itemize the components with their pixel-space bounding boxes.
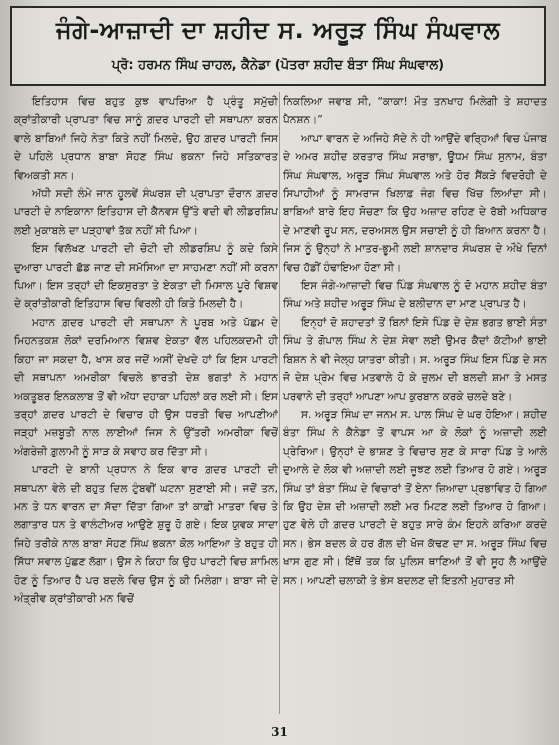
paragraph: ਇਨ੍ਹਾਂ ਦੋ ਸ਼ਹਾਦਤਾਂ ਤੋਂ ਬਿਨਾਂ ਇਸੇ ਪਿੰਡ ਦੇ ਦੇਸ਼ ਭਗਤ ਭਾਈ ਸੰਤਾ ਸਿੰਘ ਤੇ ਗੋਪਾਲ ਸਿੰਘ ਨੇ ਦੇਸ਼ ਸੇਵਾ ਲਈ ਉਮਰ ਕੈਦਾਂ ਕੱਟੀਆਂ ਭਾਈ ਬਿਸ਼ਨ ਨੇ ਵੀ ਜੇਲ੍ਹ ਯਾਤਰਾ ਕੀਤੀ। ਸ. ਅਰੂੜ ਸਿੰਘ ਇਸ ਪਿੰਡ ਦੇ ਸਨ ਜੋ ਦੇਸ਼ ਪ੍ਰੇਮ ਵਿਚ ਮਤਵਾਲੇ ਹੋ ਕੇ ਜ਼ੁਲਮ ਦੀ ਬਲਦੀ ਸ਼ਮਾ ਤੇ ਮਸਤ ਪਰਵਾਨੇ ਦੀ ਤਰ੍ਹਾਂ ਆਪਣਾ ਆਪ ਕੁਰਬਾਨ ਕਰਕੇ ਚਲਦੇ ਬਣੇ।: [283, 316, 547, 403]
article-title: ਜੰਗੇ-ਆਜ਼ਾਦੀ ਦਾ ਸ਼ਹੀਦ ਸ. ਅਰੂੜ ਸਿੰਘ ਸੰਘਵਾਲ: [55, 16, 501, 44]
paragraph: ਅੱਧੀ ਸਦੀ ਲੰਮੇ ਜਾਨ ਹੂਲਵੇਂ ਸੰਘਰਸ਼ ਦੀ ਪ੍ਰਾਪਤਾ ਦੌਰਾਨ ਗ਼ਦਰ ਪਾਰਟੀ ਦੇ ਨਾਇਕਾਨਾ ਇਤਿਹਾਸ ਦੀ ਕੈਨਵਸ ਉੱਤੇ ਵਦੀ ਵੀ ਲੀਡਰਸ਼ਿਪ ਲਈ ਮੁਕਾਬਲੇ ਦਾ ਪੜ੍ਹਾਵਾਂ ਤੱਕ ਨਹੀਂ ਸੀ ਪਿਆ।: [14, 188, 278, 237]
paragraph: ਇਸ ਜੰਗੇ-ਆਜ਼ਾਦੀ ਵਿਚ ਪਿੰਡ ਸੰਘਵਾਲ ਨੂੰ ਦੋ ਮਹਾਨ ਸ਼ਹੀਦ ਬੰਤਾ ਸਿੰਘ ਅਤੇ ਸ਼ਹੀਦ ਅਰੂੜ ਸਿੰਘ ਦੇ ਬਲੀਦਾਨ ਦਾ ਮਾਣ ਪ੍ਰਾਪਤ ਹੈ।: [283, 280, 547, 311]
right-column: [283, 93, 547, 715]
paragraph: ਮਹਾਨ ਗ਼ਦਰ ਪਾਰਟੀ ਦੀ ਸਥਾਪਨਾ ਨੇ ਪੂਰਬ ਅਤੇ ਪੱਛਮ ਦੇ ਮਿਹਨਤਕਸ਼ ਲੋਕਾਂ ਦਰਮਿਆਨ ਵਿਸ਼ਵ ਏਕਤਾ ਵੱਲ ਪਹਿਲਕਦਮੀ ਹੀ ਕਿਹਾ ਜਾ ਸਕਦਾ ਹੈ, ਖਾਸ ਕਰ ਜਦੋਂ ਅਸੀਂ ਦੇਖਦੇ ਹਾਂ ਕਿ ਇਸ ਪਾਰਟੀ ਦੀ ਸਥਾਪਨਾ ਅਮਰੀਕਾ ਵਿਚਲੇ ਭਾਰਤੀ ਦੇਸ਼ ਭਗਤਾਂ ਨੇ ਮਹਾਨ ਅਕਤੂਬਰ ਇਨਕਲਾਬ ਤੋਂ ਵੀ ਅੱਧਾ ਦਹਾਕਾ ਪਹਿਲਾਂ ਕਰ ਲਈ ਸੀ। ਇਸ ਤਰ੍ਹਾਂ ਗ਼ਦਰ ਪਾਰਟੀ ਦੇ ਵਿਚਾਰ ਹੀ ਉਸ ਧਰਤੀ ਵਿਚ ਆਪਣੀਆਂ ਜੜ੍ਹਾਂ ਮਜ਼ਬੂਤੀ ਨਾਲ ਲਾਈਆਂ ਜਿਸ ਨੇ ਉੱਤਰੀ ਅਮਰੀਕਾ ਵਿਚੋਂ ਅੰਗਰੇਜ਼ੀ ਗ਼ੁਲਾਮੀ ਨੂੰ ਸਾੜ ਕੇ ਸਵਾਹ ਕਰ ਦਿੱਤਾ ਸੀ।: [14, 316, 278, 458]
paragraph: ਇਸ ਵਿਲੱਖਣ ਪਾਰਟੀ ਦੀ ਚੋਟੀ ਦੀ ਲੀਡਰਸ਼ਿਪ ਨੂੰ ਕਦੇ ਕਿਸੇ ਦੁਆਰਾ ਪਾਰਟੀ ਛੱਡ ਜਾਣ ਦੀ ਸਮੱਸਿਆ ਦਾ ਸਾਹਮਣਾ ਨਹੀਂ ਸੀ ਕਰਨਾ ਪਿਆ। ਇਸ ਤਰ੍ਹਾਂ ਦੀ ਇਕਸੁਰਤਾ ਤੇ ਏਕਤਾ ਦੀ ਮਿਸਾਲ ਪੂਰੇ ਵਿਸ਼ਵ ਦੇ ਕ੍ਰਾਂਤੀਕਾਰੀ ਇਤਿਹਾਸ ਵਿਚ ਵਿਰਲੀ ਹੀ ਕਿਤੇ ਮਿਲਦੀ ਹੈ।: [14, 243, 278, 311]
column-divider: [279, 92, 280, 714]
paragraph: ਨਿਕਲਿਆ ਜਵਾਬ ਸੀ, “ਕਾਕਾ! ਮੌਤ ਤਨਖਾਹ ਮਿਲੇਗੀ ਤੇ ਸ਼ਹਾਦਤ ਪੈਨਸ਼ਨ।”: [283, 96, 547, 127]
paragraph: ਇਤਿਹਾਸ ਵਿਚ ਬਹੁਤ ਕੁਝ ਵਾਪਰਿਆ ਹੈ ਪ੍ਰੰਤੂ ਸਮੁੱਚੀ ਕ੍ਰਾਂਤੀਕਾਰੀ ਪ੍ਰਾਪਤਾ ਵਿਚ ਸਾਨੂੰ ਗ਼ਦਰ ਪਾਰਟੀ ਦੀ ਸਥਾਪਨਾ ਕਰਨ ਵਾਲੇ ਬਾਬਿਆਂ ਜਿਹੇ ਨੇਤਾ ਕਿਤੇ ਨਹੀਂ ਮਿਲਦੇ, ਉਹ ਗ਼ਦਰ ਪਾਰਟੀ ਜਿਸ ਦੇ ਪਹਿਲੇ ਪ੍ਰਧਾਨ ਬਾਬਾ ਸੋਹਣ ਸਿੰਘ ਭਕਨਾ ਜਿਹੇ ਸਤਿਕਾਰਤ ਵਿਅਕਤੀ ਸਨ।: [14, 96, 278, 182]
left-column: [14, 93, 278, 715]
article-byline: ਪ੍ਰੋ: ਹਰਮਨ ਸਿੰਘ ਚਾਹਲ, ਕੈਨੇਡਾ (ਪੋਤਰਾ ਸ਼ਹੀਦ ਬੰਤਾ ਸਿੰਘ ਸੰਘਵਾਲ): [111, 58, 445, 73]
title-box: [10, 6, 546, 86]
paragraph: ਪਾਰਟੀ ਦੇ ਬਾਨੀ ਪ੍ਰਧਾਨ ਨੇ ਇਕ ਵਾਰ ਗ਼ਦਰ ਪਾਰਟੀ ਦੀ ਸਥਾਪਨਾ ਵੇਲੇ ਦੀ ਬਹੁਤ ਦਿਲ ਟੁੰਬਵੀਂ ਘਟਨਾ ਸੁਣਾਈ ਸੀ। ਜਦੋਂ ਤਨ, ਮਨ ਤੇ ਧਨ ਵਾਰਨ ਦਾ ਸੱਦਾ ਦਿੱਤਾ ਗਿਆ ਤਾਂ ਕਾਫ਼ੀ ਮਾਤਰਾ ਵਿਚ ਤੇ ਲਗਾਤਾਰ ਧਨ ਤੇ ਵਾਲੰਟੀਅਰ ਆਉਣੇ ਸ਼ੁਰੂ ਹੋ ਗਏ। ਇਕ ਯੁਵਕ ਸਾਦਾ ਜਿਹੇ ਤਰੀਕੇ ਨਾਲ ਬਾਬਾ ਸੋਹਣ ਸਿੰਘ ਭਕਨਾ ਕੋਲ ਆਇਆ ਤੇ ਬਹੁਤ ਹੀ ਸਿੱਧਾ ਸਵਾਲ ਪੁੱਛਣ ਲੱਗਾ। ਉਸ ਨੇ ਕਿਹਾ ਕਿ ਉਹ ਪਾਰਟੀ ਵਿਚ ਸ਼ਾਮਿਲ ਹੋਣ ਨੂੰ ਤਿਆਰ ਹੈ ਪਰ ਬਦਲੇ ਵਿਚ ਉਸ ਨੂੰ ਕੀ ਮਿਲੇਗਾ। ਬਾਬਾ ਜੀ ਦੇ ਅੰਤ੍ਰੀਵ ਕ੍ਰਾਂਤੀਕਾਰੀ ਮਨ ਵਿਚੋਂ: [14, 464, 278, 605]
page-number: 31: [271, 725, 288, 739]
paragraph: ਸ. ਅਰੂੜ ਸਿੰਘ ਦਾ ਜਨਮ ਸ. ਪਾਲ ਸਿੰਘ ਦੇ ਘਰ ਹੋਇਆ। ਸ਼ਹੀਦ ਬੰਤਾ ਸਿੰਘ ਨੇ ਕੈਨੇਡਾ ਤੋਂ ਵਾਪਸ ਆ ਕੇ ਲੋਕਾਂ ਨੂੰ ਅਜ਼ਾਦੀ ਲਈ ਪ੍ਰੇਰਿਆ। ਉਨ੍ਹਾਂ ਦੇ ਭਾਸ਼ਣ ਤੇ ਵਿਚਾਰ ਸੁਣ ਕੇ ਸਾਰਾ ਪਿੰਡ ਤੇ ਆਲੇ ਦੁਆਲੇ ਦੇ ਲੋਕ ਵੀ ਅਜ਼ਾਦੀ ਲਈ ਜੂਝਣ ਲਈ ਤਿਆਰ ਹੋ ਗਏ। ਅਰੂੜ ਸਿੰਘ ਤਾਂ ਬੰਤਾ ਸਿੰਘ ਦੇ ਵਿਚਾਰਾਂ ਤੋਂ ਏਨਾ ਜ਼ਿਆਦਾ ਪ੍ਰਭਾਵਿਤ ਹੋ ਗਿਆ ਕਿ ਉਹ ਦੇਸ਼ ਦੀ ਅਜ਼ਾਦੀ ਲਈ ਮਰ ਮਿਟਣ ਲਈ ਤਿਆਰ ਹੋ ਗਿਆ। ਹੁਣ ਵੇਲੇ ਹੀ ਗ਼ਦਰ ਪਾਰਟੀ ਦੇ ਬਹੁਤ ਸਾਰੇ ਕੰਮ ਇਹਨੇ ਕਰਿਆ ਕਰਦੇ ਸਨ। ਭੇਸ ਬਦਲ ਕੇ ਹਰ ਗੱਲ ਦੀ ਖੋਜ ਕੱਢਣ ਦਾ ਸ. ਅਰੂੜ ਸਿੰਘ ਵਿਚ ਖਾਸ ਗੁਣ ਸੀ। ਇੱਥੋਂ ਤਕ ਕਿ ਪੁਲਿਸ ਥਾਣਿਆਂ ਤੋਂ ਵੀ ਸੂਹ ਲੈ ਆਉਂਦੇ ਸਨ। ਆਪਣੀ ਚਲਾਕੀ ਤੇ ਭੇਸ ਬਦਲਣ ਦੀ ਇਤਨੀ ਮੁਹਾਰਤ ਸੀ: [283, 408, 547, 587]
paragraph: ਆਪਾ ਵਾਰਨ ਦੇ ਅਜਿਹੇ ਸੱਦੇ ਨੇ ਹੀ ਆਉਂਦੇ ਵਰ੍ਹਿਆਂ ਵਿਚ ਪੰਜਾਬ ਦੇ ਅਮਰ ਸ਼ਹੀਦ ਕਰਤਾਰ ਸਿੰਘ ਸਰਾਭਾ, ਊਧਮ ਸਿੰਘ ਸੁਨਾਮ, ਬੰਤਾ ਸਿੰਘ ਸੰਘਵਾਲ, ਅਰੂੜ ਸਿੰਘ ਸੰਘਵਾਲ ਅਤੇ ਹੋਰ ਸੈਂਕੜੇ ਵਿਦਰੋਹੀ ਦੇ ਸਿਪਾਹੀਆਂ ਨੂੰ ਸਾਮਰਾਜ ਖਿਲਾਫ਼ ਜੰਗ ਵਿਚ ਖਿੱਚ ਲਿਆਂਦਾ ਸੀ। ਬਾਬਿਆਂ ਬਾਰੇ ਇਹ ਸੋਚਣਾ ਕਿ ਉਹ ਅਜ਼ਾਦ ਰਹਿਣ ਦੇ ਰੱਬੀ ਅਧਿਕਾਰ ਦੇ ਮਾਣਵੀ ਰੂਪ ਸਨ, ਦਰਅਸਲ ਉਸ ਸਚਾਈ ਨੂੰ ਹੀ ਬਿਆਨ ਕਰਨਾ ਹੈ। ਜਿਸ ਨੂੰ ਉਨ੍ਹਾਂ ਨੇ ਮਾਤਰ-ਭੂਮੀ ਲਈ ਸ਼ਾਨਦਾਰ ਸੰਘਰਸ਼ ਦੇ ਔਖੇ ਦਿਨਾਂ ਵਿਚ ਹੱਡੀਂ ਹੰਢਾਇਆ ਹੋਣਾ ਸੀ।: [283, 132, 547, 274]
